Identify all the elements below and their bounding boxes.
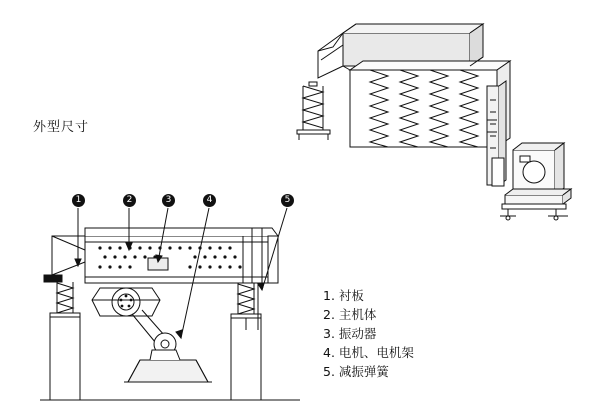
perspective-view xyxy=(297,24,571,220)
legend-item-4: 4. 电机、电机架 xyxy=(323,345,414,360)
page-title: 外型尺寸 xyxy=(33,120,90,135)
callout-marker-3: 3 xyxy=(162,194,175,207)
callout-marker-4: 4 xyxy=(203,194,216,207)
legend-list xyxy=(323,286,414,381)
legend-item-5: 5. 减振弹簧 xyxy=(323,364,389,379)
legend-item-3: 3. 振动器 xyxy=(323,326,377,341)
callout-marker-5: 5 xyxy=(281,194,294,207)
elevation-view xyxy=(40,208,300,400)
legend-item-2: 2. 主机体 xyxy=(323,307,377,322)
legend-item-1: 1. 衬板 xyxy=(323,288,364,303)
callout-marker-2: 2 xyxy=(123,194,136,207)
callout-marker-1: 1 xyxy=(72,194,85,207)
